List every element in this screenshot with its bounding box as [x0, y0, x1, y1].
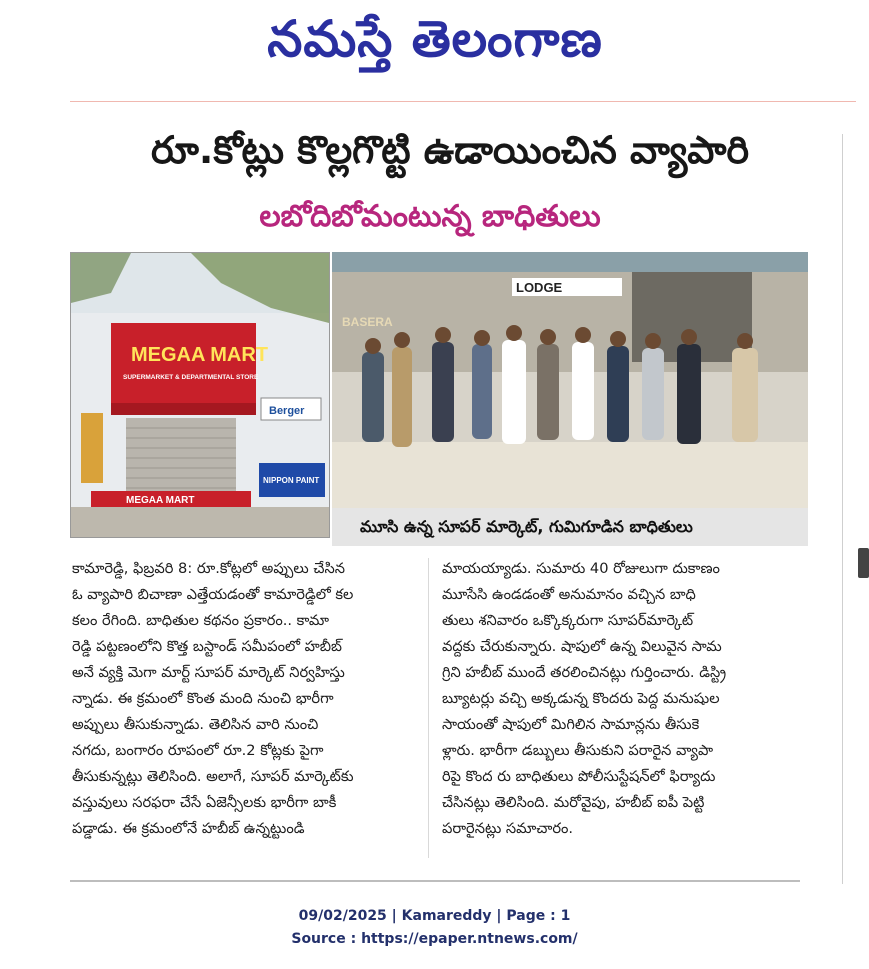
- footer-edition-info: 09/02/2025 | Kamareddy | Page : 1: [298, 908, 571, 924]
- bottom-divider: [70, 880, 800, 882]
- storefront-photo: [70, 252, 330, 538]
- column-divider: [428, 558, 429, 858]
- ad-board-nippon: NIPPON PAINT: [263, 476, 320, 485]
- column-2-line: మూసేసి ఉండడంతో అనుమానం వచ్చిన బాధి: [442, 586, 696, 603]
- column-1-line: కామారెడ్డి, ఫిబ్రవరి 8: రూ.కోట్లలో అప్పులు చేసిన: [72, 560, 345, 577]
- column-1-line: పడ్డాడు. ఈ క్రమంలోనే హబీబ్ ఉన్నట్టుండి: [72, 820, 305, 837]
- column-1-line: న్నాడు. ఈ క్రమంలో కొంత మంది నుంచి భారీగా: [72, 690, 334, 707]
- store-sign-subtext: SUPERMARKET & DEPARTMENTAL STORE: [123, 374, 259, 381]
- top-divider: [70, 101, 856, 102]
- column-2-line: సాయంతో షాపులో మిగిలిన సామాన్లను తీసుకె: [442, 716, 700, 733]
- article-column-1: [72, 556, 442, 868]
- article-column-2: [442, 556, 812, 868]
- column-2-line: పరారైనట్లు సమాచారం.: [442, 820, 574, 837]
- column-2-line: రిపై కొంద రు బాధితులు పోలీసుస్టేషన్‌లో ఫిర్యాదు: [442, 768, 716, 785]
- store-sign-text: MEGAA MART: [131, 344, 269, 366]
- photo-caption: మూసి ఉన్న సూపర్ మార్కెట్, గుమిగూడిన బాధితులు: [360, 517, 693, 536]
- newspaper-title: నమస్తే తెలంగాణ: [267, 10, 603, 68]
- column-1-line: వస్తువులు సరఫరా చేసే ఏజెన్సీలకు భారీగా బాకీ: [72, 794, 337, 811]
- column-2-line: వద్దకు చేరుకున్నారు. షాపులో ఉన్న విలువైన సామ: [442, 638, 722, 655]
- crowd-illustration: [332, 252, 808, 508]
- lodge-sign-text: LODGE: [516, 280, 563, 295]
- article-headline: రూ.కోట్లు కొల్లగొట్టి ఉడాయించిన వ్యాపారి: [151, 128, 749, 172]
- right-column-divider: [842, 134, 843, 884]
- column-1-line: అనే వ్యక్తి మెగా మార్ట్ సూపర్ మార్కెట్ నిర్వహిస్తు: [72, 664, 345, 681]
- column-1-line: అప్పులు తీసుకున్నాడు. తెలిసిన వారి నుంచి: [72, 716, 319, 733]
- column-2-line: గ్రిని హబీబ్ ముందే తరలించినట్లు గుర్తించారు. డిస్ట్రి: [442, 664, 727, 681]
- basera-sign-text: BASERA: [342, 315, 393, 329]
- adjacent-article-fragment: [858, 548, 869, 578]
- column-2-line: ళ్లారు. భారీగా డబ్బులు తీసుకుని పరారైన వ్యాపా: [442, 742, 714, 759]
- store-board-text: MEGAA MART: [126, 495, 195, 506]
- ad-board-berger: Berger: [269, 405, 305, 417]
- column-2-line: బ్యూటర్లు వచ్చి అక్కడున్న కొందరు పెద్ద మనుషుల: [442, 690, 720, 707]
- column-2-line: చేసినట్లు తెలిసింది. మరోవైపు, హబీబ్ ఐపీ పెట్టి: [442, 794, 705, 811]
- column-2-line: మాయయ్యాడు. సుమారు 40 రోజులుగా దుకాణం: [442, 560, 720, 577]
- column-1-line: ఓ వ్యాపారి బిచాణా ఎత్తేయడంతో కామారెడ్డిలో కల: [72, 586, 354, 603]
- column-2-line: తులు శనివారం ఒక్కొక్కరుగా సూపర్‌మార్కెట్: [442, 612, 694, 629]
- column-1-line: నగదు, బంగారం రూపంలో రూ.2 కోట్లకు పైగా: [72, 742, 324, 759]
- storefront-illustration: [71, 253, 329, 537]
- column-1-line: తీసుకున్నట్లు తెలిసింది. అలాగే, సూపర్ మార్కెట్‌కు: [72, 768, 354, 785]
- crowd-photo: [332, 252, 808, 508]
- masthead: [0, 0, 869, 80]
- column-1-line: రెడ్డి పట్టణంలోని కొత్త బస్టాండ్ సమీపంలో హబీబ్: [72, 638, 342, 655]
- article-subheadline: లబోదిబోమంటున్న బాధితులు: [259, 199, 601, 234]
- footer-source-link[interactable]: Source : https://epaper.ntnews.com/: [291, 931, 578, 947]
- column-1-line: కలం రేగింది. బాధితుల కథనం ప్రకారం.. కామా: [72, 612, 330, 629]
